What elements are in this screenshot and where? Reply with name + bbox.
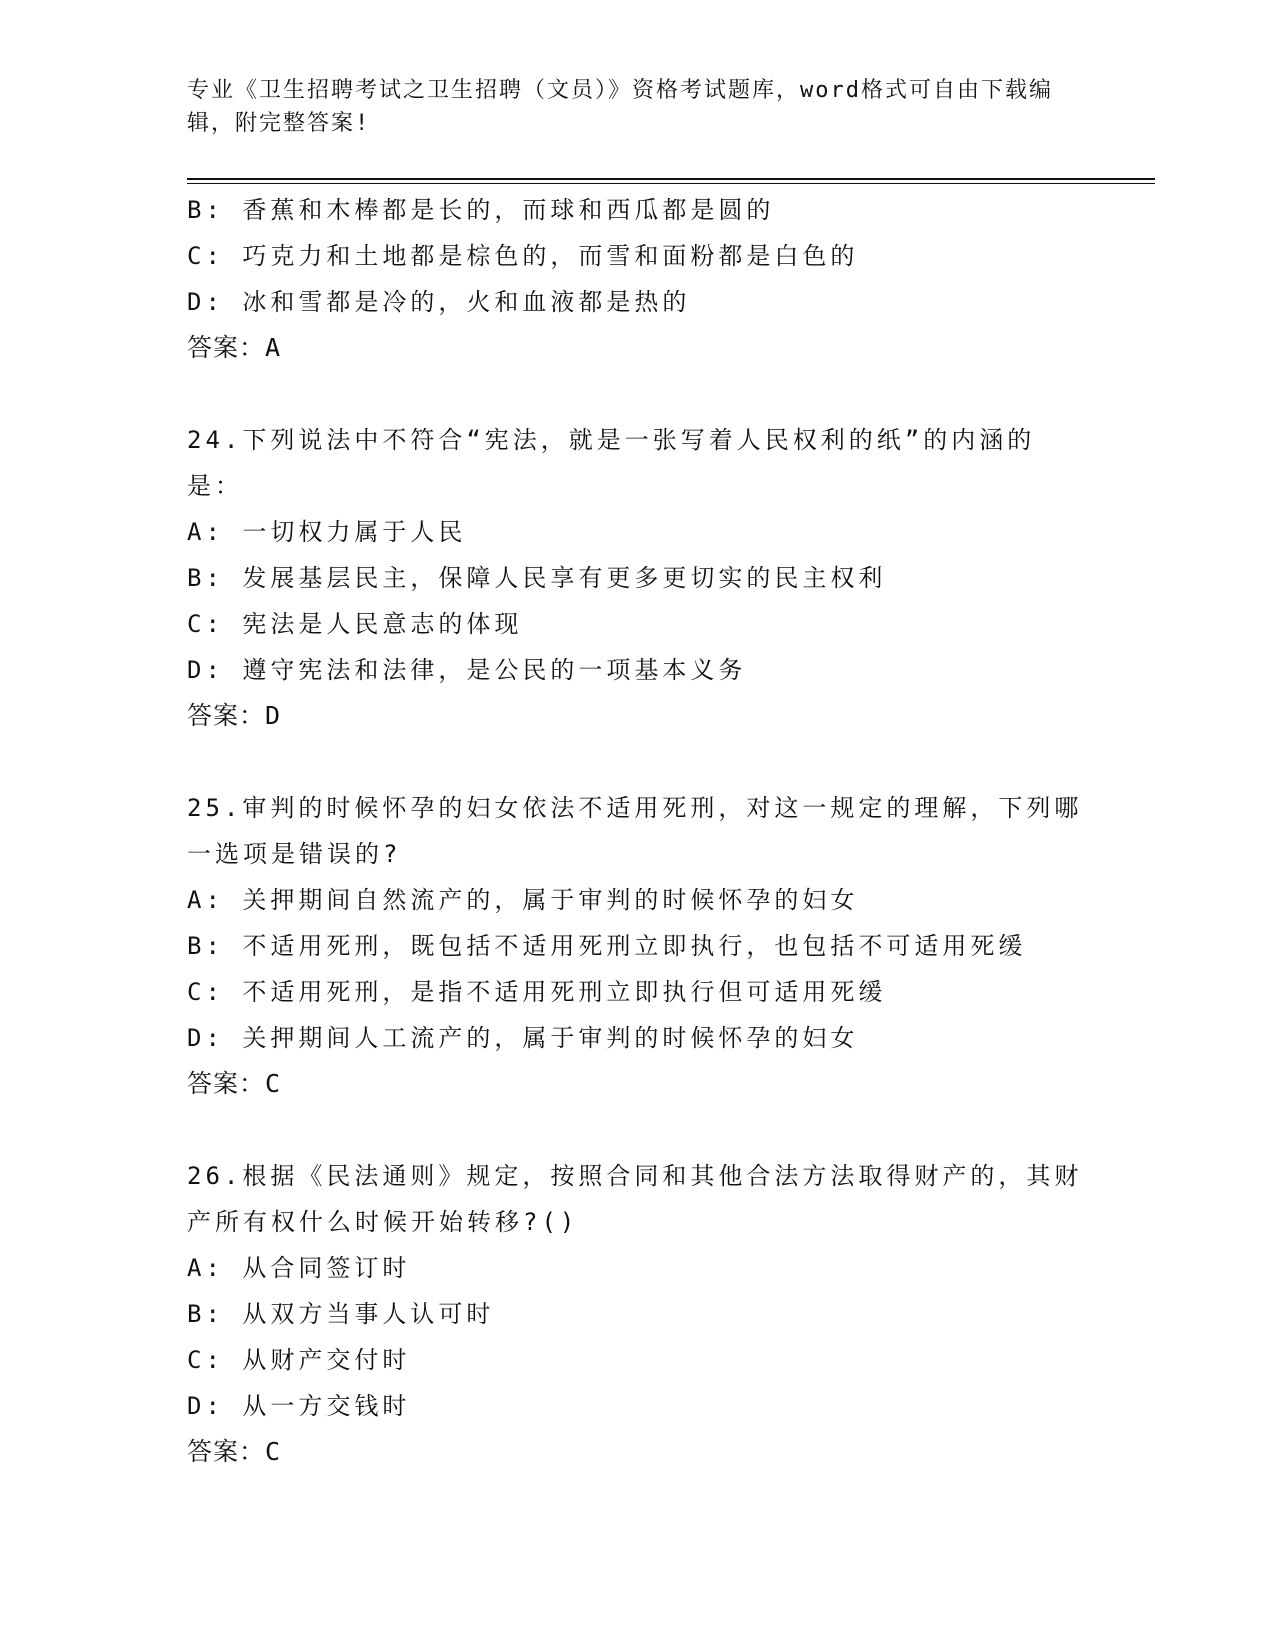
answer-label: 答案： bbox=[187, 1069, 266, 1098]
question-text: 24.下列说法中不符合“宪法，就是一张写着人民权利的纸”的内涵的是： bbox=[187, 426, 1036, 500]
option-c: C: 巧克力和土地都是棕色的，而雪和面粉都是白色的 bbox=[187, 242, 859, 270]
option-c: C: 不适用死刑，是指不适用死刑立即执行但可适用死缓 bbox=[187, 978, 887, 1006]
header-rule-thin bbox=[187, 183, 1155, 184]
option-b: B: 发展基层民主，保障人民享有更多更切实的民主权利 bbox=[187, 564, 887, 592]
answer-value: A bbox=[265, 333, 282, 362]
question-text: 25.审判的时候怀孕的妇女依法不适用死刑，对这一规定的理解，下列哪一选项是错误的? bbox=[187, 794, 1083, 868]
option-b: B: 不适用死刑，既包括不适用死刑立即执行，也包括不可适用死缓 bbox=[187, 932, 1027, 960]
document-header: 专业《卫生招聘考试之卫生招聘（文员）》资格考试题库，word格式可自由下载编辑，附完整答案! bbox=[187, 78, 1053, 136]
option-c: C: 宪法是人民意志的体现 bbox=[187, 610, 523, 638]
answer-label: 答案： bbox=[187, 1437, 266, 1466]
option-a: A: 从合同签订时 bbox=[187, 1254, 411, 1282]
option-d: D: 冰和雪都是冷的，火和血液都是热的 bbox=[187, 288, 691, 316]
answer-line bbox=[187, 1061, 1087, 1107]
option-b: B: 香蕉和木棒都是长的，而球和西瓜都是圆的 bbox=[187, 196, 775, 224]
answer-line bbox=[187, 693, 1087, 739]
answer-value: D bbox=[265, 701, 282, 730]
option-d: D: 从一方交钱时 bbox=[187, 1392, 411, 1420]
answer-value: C bbox=[265, 1437, 282, 1466]
question-25 bbox=[187, 785, 1087, 1107]
answer-value: C bbox=[265, 1069, 282, 1098]
option-d: D: 关押期间人工流产的，属于审判的时候怀孕的妇女 bbox=[187, 1024, 859, 1052]
answer-line bbox=[187, 325, 1087, 371]
question-26 bbox=[187, 1153, 1087, 1475]
option-a: A: 关押期间自然流产的，属于审判的时候怀孕的妇女 bbox=[187, 886, 859, 914]
option-a: A: 一切权力属于人民 bbox=[187, 518, 467, 546]
option-d: D: 遵守宪法和法律，是公民的一项基本义务 bbox=[187, 656, 747, 684]
option-c: C: 从财产交付时 bbox=[187, 1346, 411, 1374]
answer-label: 答案： bbox=[187, 701, 266, 730]
question-text: 26.根据《民法通则》规定，按照合同和其他合法方法取得财产的，其财产所有权什么时候开始转移?() bbox=[187, 1162, 1083, 1236]
header-rule-thick bbox=[187, 178, 1155, 180]
answer-line bbox=[187, 1429, 1087, 1475]
question-continued bbox=[187, 187, 1087, 371]
option-b: B: 从双方当事人认可时 bbox=[187, 1300, 495, 1328]
answer-label: 答案： bbox=[187, 333, 266, 362]
question-list bbox=[187, 187, 1087, 1475]
question-24 bbox=[187, 417, 1087, 739]
